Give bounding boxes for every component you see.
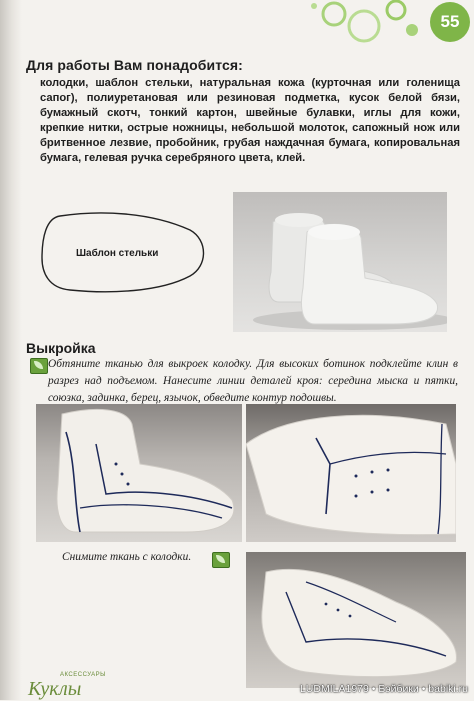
materials-title: Для работы Вам понадобится: <box>26 57 243 73</box>
page-gutter <box>0 0 22 700</box>
footer-series-logo: Куклы <box>28 678 82 700</box>
photo-wrapped-last-side <box>36 404 242 542</box>
section-title: Выкройка <box>26 340 96 356</box>
caption-remove-fabric: Снимите ткань с колодки. <box>62 551 192 563</box>
photo-removed-fabric <box>246 552 466 688</box>
instruction-text: Обтяните тканью для выкроек колодку. Для высоких ботинок подклейте клин в разрез над подъемом. Нанесите линии деталей кроя: середина мыска и пятки, союзка, задинка, берец, язычок, обведите контур подошвы. <box>48 358 458 404</box>
page-number: 55 <box>440 12 460 31</box>
materials-list: колодки, шаблон стельки, натуральная кожа (курточная или голенища сапог), полиуретановая или резиновая подметка, кусок белой бязи, бумажный скотч, тонкий картон, швейные булавки, иглы для кожи, крепкие нитки, острые ножницы, небольшой молоток, сапожный нож или бритвенное лезвие, пробойник, грубая наждачная бумага, копировальная бумага, гелевая ручка серебряного цвета, клей. <box>40 77 460 164</box>
photo-shoe-lasts <box>233 192 447 332</box>
watermark: LUDMILA1979 • Бэйбики • babiki.ru <box>299 683 468 695</box>
footer-series-small: АКСЕССУАРЫ <box>60 672 106 678</box>
photo-wrapped-last-top <box>246 404 456 542</box>
leaf-icon <box>30 358 48 374</box>
page-number-badge <box>430 2 470 42</box>
leaf-icon <box>212 552 230 568</box>
template-label: Шаблон стельки <box>76 248 159 259</box>
